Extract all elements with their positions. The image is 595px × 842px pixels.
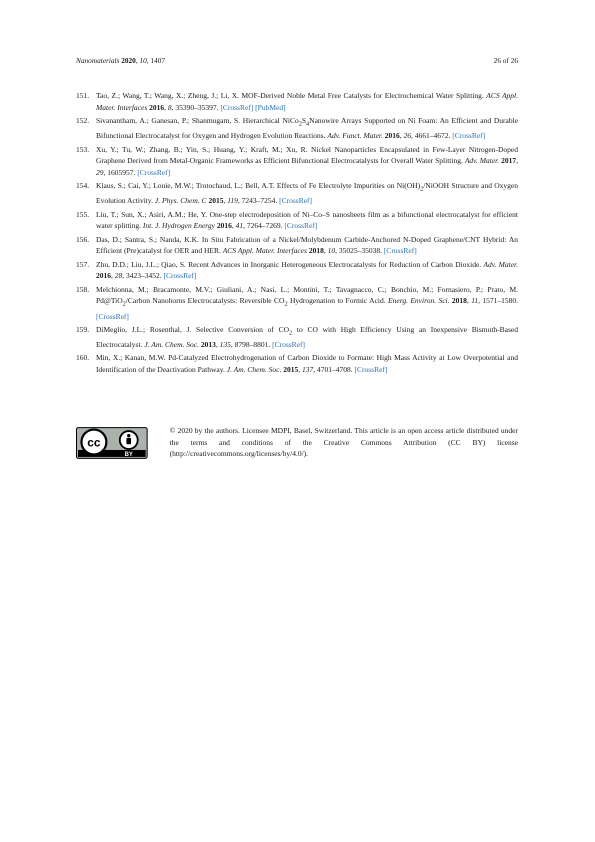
license-block xyxy=(76,425,518,460)
pubmed-link[interactable]: [PubMed] xyxy=(255,102,286,112)
crossref-link[interactable]: [CrossRef] xyxy=(279,196,313,206)
journal-citation: Nanomaterials 2020, 10, 1407 xyxy=(76,56,166,65)
svg-text:cc: cc xyxy=(87,435,101,450)
license-text: © 2020 by the authors. Licensee MDPI, Basel, Switzerland. This article is an open access article distributed under the terms and conditions of the Creative Commons Attribution (CC BY) license (http://creativecommons.org/licenses/by/4.0/). xyxy=(169,426,518,459)
cc-by-license-icon[interactable] xyxy=(76,427,148,459)
reference-item: 157. Zhu, D.D.; Liu, J.L.; Qiao, S. Recent Advances in Inorganic Heterogeneous Electrocatalysts for Reduction of Carbon Dioxide. Adv. Mater. 2016, 28, 3423–3452. [CrossRef] xyxy=(76,259,518,281)
page-header xyxy=(76,56,518,65)
reference-list xyxy=(76,90,518,377)
crossref-link[interactable]: [CrossRef] xyxy=(163,271,197,281)
reference-item: 160. Min, X.; Kanan, M.W. Pd-Catalyzed Electrohydrogenation of Carbon Dioxide to Formate: High Mass Activity at Low Overpotential and Identification of the Deactivation Pathway. J. Am. Chem. Soc. 2015, 137, 4701–4708. [CrossRef] xyxy=(76,353,518,375)
crossref-link[interactable]: [CrossRef] xyxy=(284,221,318,231)
reference-item: 155. Liu, T.; Sun, X.; Asiri, A.M.; He, Y. One-step electrodeposition of Ni–Co–S nanosheets film as a bifunctional electrocatalyst for efficient water splitting. Int. J. Hydrogen Energy 2016, 41, 7264–7269. [CrossRef] xyxy=(76,209,518,231)
crossref-link[interactable]: [CrossRef] xyxy=(137,167,171,177)
crossref-link[interactable]: [CrossRef] xyxy=(272,340,306,350)
page-number: 26 of 26 xyxy=(493,56,518,65)
reference-item: 154. Klaus, S.; Cai, Y.; Louie, M.W.; Trotochaud, L.; Bell, A.T. Effects of Fe Electrolyte Impurities on $Ni(OH)_2$/NiOOH Structure and Oxygen Evolution Activity. J. Phys. Chem. C 2015, 119, 7243–7254. [CrossRef] xyxy=(76,181,518,206)
reference-item: 159. DiMeglio, J.L.; Rosenthal, J. Selective Conversion of $CO_2$ to CO with High Efficiency Using an Inexpensive Bismuth-Based Electrocatalyst. J. Am. Chem. Soc. 2013, 135, 8798–8801. [CrossRef] xyxy=(76,324,518,350)
svg-text:BY: BY xyxy=(124,451,133,458)
reference-item: 153. Xu, Y.; Tu, W.; Zhang, B.; Yin, S.; Huang, Y.; Kraft, M.; Xu, R. Nickel Nanoparticles Encapsulated in Few-Layer Nitrogen-Doped Graphene Derived from Metal-Organic Frameworks as Efficient Bifunctional Electrocatalysts for Overall Water Splitting. Adv. Mater. 2017, 29, 1605957. [CrossRef] xyxy=(76,144,518,177)
reference-item: 158. Melchionna, M.; Bracamonte, M.V.; Giuliani, A.; Nasi, L.; Montini, T.; Tavagnacco, C.; Bonchio, M.; Fornasiero, P.; Prato, M. Pd@TiO$_2$/Carbon Nanohorns Electrocatalysts: Reversible $CO_2$ Hydrogenation to Formic Acid. Energ. Environ. Sci. 2018, 11, 1571–1580. [CrossRef] xyxy=(76,284,519,321)
crossref-link[interactable]: [CrossRef] xyxy=(383,246,417,256)
reference-item: 151. Tao, Z.; Wang, T.; Wang, X.; Zheng, J.; Li, X. MOF-Derived Noble Metal Free Catalysts for Electrochemical Water Splitting. ACS Appl. Mater. Interfaces 2016, 8, 35390–35397. [CrossRef] [PubMed] xyxy=(76,91,518,112)
reference-item: 152. Sivanantham, A.; Ganesan, P.; Shanmugam, S. Hierarchical $NiCo_2S_4Nanowire$ Arrays Supported on Ni Foam: An Efficient and Durable Bifunctional Electrocatalyst for Oxygen and Hydrogen Evolution Reactions. Adv. Funct. Mater. 2016, 26, 4661–4672. [CrossRef] xyxy=(76,116,519,141)
crossref-link[interactable]: [CrossRef] xyxy=(452,131,486,141)
crossref-link[interactable]: [CrossRef] xyxy=(354,365,388,375)
reference-item: 156. Das, D.; Santra, S.; Nanda, K.K. In Situ Fabrication of a Nickel/Molybdenum Carbide-Anchored N-Doped Graphene/CNT Hybrid: An Efficient (Pre)catalyst for OER and HER. ACS Appl. Mater. Interfaces 2018, 10, 35025–35038. [CrossRef] xyxy=(76,234,518,256)
crossref-link[interactable]: [CrossRef] xyxy=(96,311,129,321)
crossref-link[interactable]: [CrossRef] xyxy=(220,102,254,112)
